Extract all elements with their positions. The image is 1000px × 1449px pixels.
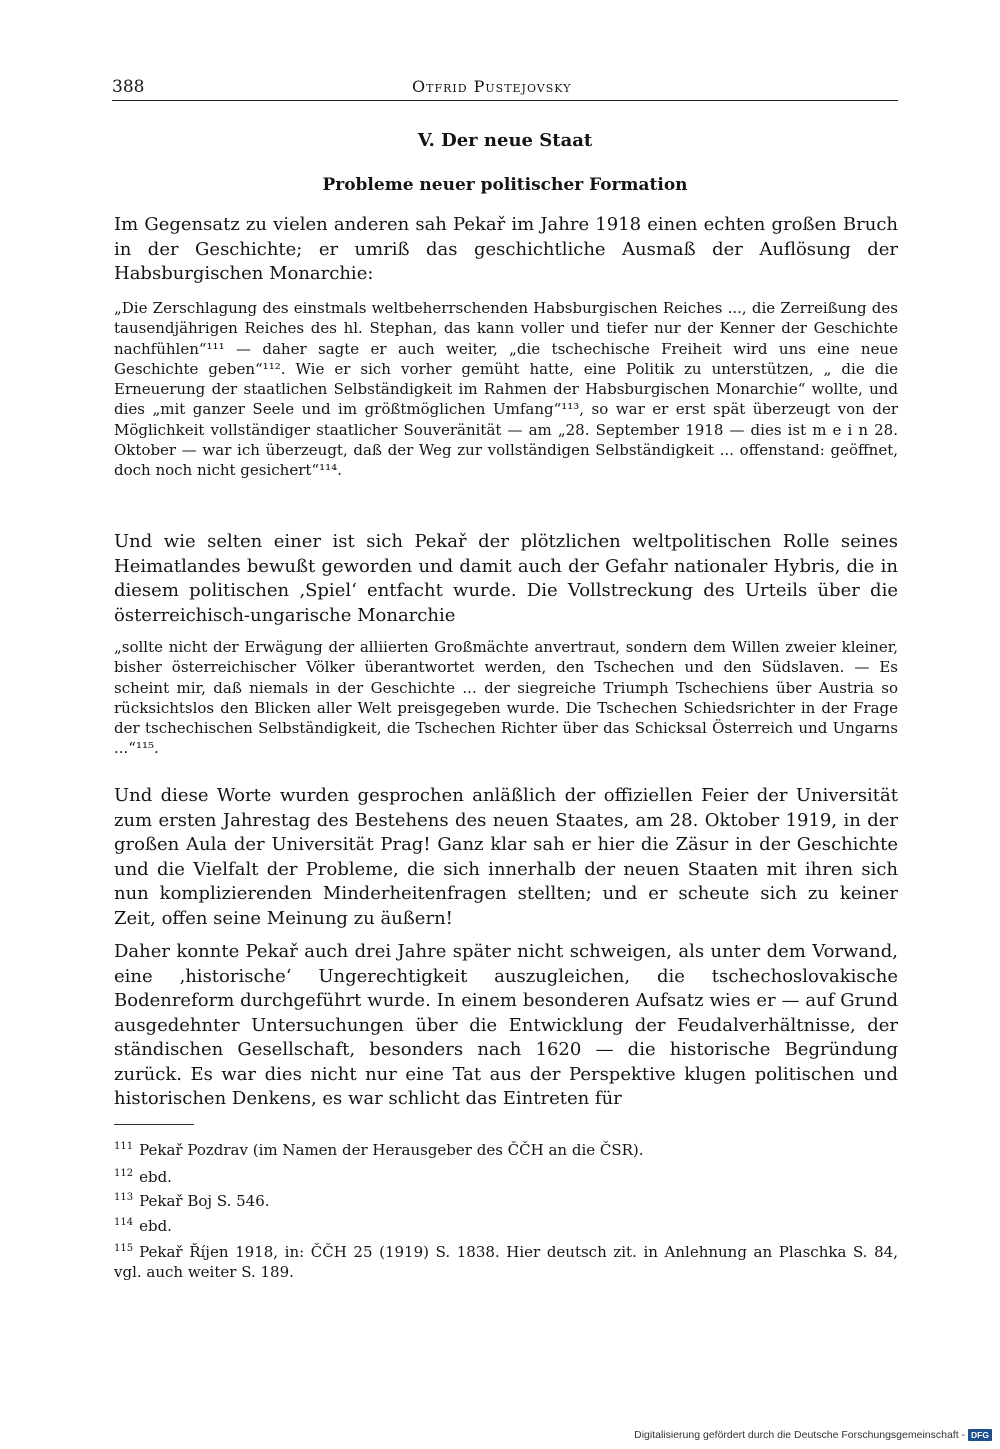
section-title: V. Der neue Staat <box>417 130 593 151</box>
block-quote-1: „Die Zerschlagung des einstmals weltbeherrschenden Habsburgischen Reiches ..., die Zerreißung des tausendjährigen Reiches des hl. Stephan, das kann voller und tiefer nur der Kenner der Geschichte nachfühlen“¹¹¹ — daher sagte er auch weiter, „die tschechische Freiheit wird uns eine neue Geschichte geben“¹¹². Wie er sich vorher gemüht hatte, eine Politik zu unterstützen, „ die die Erneuerung der staatlichen Selbständigkeit im Rahmen der Habsburgischen Monarchie“ wollte, und dies „mit ganzer Seele und im größtmöglichen Umfang“¹¹³, so war er erst spät überzeugt von der Möglichkeit vollständiger staatlicher Souveränität — am „28. September 1918 — dies ist m e i n 28. Oktober — war ich überzeugt, daß der Weg zur vollständigen Selbständigkeit ... offenstand: geöffnet, doch noch nicht gesichert“¹¹⁴. <box>114 299 898 480</box>
paragraph-2: Und wie selten einer ist sich Pekař der plötzlichen weltpolitischen Rolle seines Heimatlandes bewußt geworden und damit auch der Gefahr nationaler Hybris, die in diesem politischen ‚Spiel‘ entfacht wurde. Die Vollstreckung des Urteils über die österreichisch-ungarische Monarchie <box>114 531 898 626</box>
footnote-113 <box>114 1188 898 1211</box>
block-quote-2: „sollte nicht der Erwägung der alliierten Großmächte anvertraut, sondern dem Willen zweier kleiner, bisher österreichischer Völker überantwortet werden, den Tschechen und den Südslaven. — Es scheint mir, daß niemals in der Geschichte ... der siegreiche Triumph Tschechiens über Austria so rücksichtslos den Blicken aller Welt preisgegeben wurde. Die Tschechen Schiedsrichter in der Frage der tschechischen Selbständigkeit, die Tschechen Richter über das Schicksal Österreich und Ungarns ...“¹¹⁵. <box>114 638 898 758</box>
footnote-text: Pekař Pozdrav (im Namen der Herausgeber des ČČH an die ČSR). <box>139 1141 644 1159</box>
footnote-number: 112 <box>114 1168 134 1179</box>
page-number: 388 <box>112 77 145 97</box>
footnote-separator <box>114 1124 194 1125</box>
footnote-number: 111 <box>114 1141 134 1152</box>
footnote-111 <box>114 1137 898 1160</box>
footnote-number: 113 <box>114 1192 134 1203</box>
footnote-number: 114 <box>114 1217 134 1228</box>
paragraph-1: Im Gegensatz zu vielen anderen sah Pekař im Jahre 1918 einen echten großen Bruch in der Geschichte; er umriß das geschichtliche Ausmaß der Auflösung der Habsburgischen Monarchie: <box>114 214 898 284</box>
footnote-114 <box>114 1213 898 1236</box>
footnote-text: ebd. <box>139 1168 172 1186</box>
footnote-112 <box>114 1164 898 1187</box>
dfg-banner <box>634 1429 992 1441</box>
paragraph-4: Daher konnte Pekař auch drei Jahre später nicht schweigen, als unter dem Vorwand, eine ‚historische‘ Ungerechtigkeit auszugleichen, die tschechoslovakische Bodenreform durchgeführt wurde. In einem besonderen Aufsatz wies er — auf Grund ausgedehnter Untersuchungen über die Entwicklung der Feudalverhältnisse, der ständischen Gesellschaft, besonders nach 1620 — die historische Begründung zurück. Es war dies nicht nur eine Tat aus der Perspektive klugen politischen und historischen Denkens, es war schlicht das Eintreten für <box>114 941 898 1109</box>
dfg-logo: DFG <box>968 1429 992 1441</box>
footnote-text: ebd. <box>139 1217 172 1235</box>
footnote-number: 115 <box>114 1243 134 1254</box>
dfg-banner-text: Digitalisierung gefördert durch die Deutsche Forschungsgemeinschaft - <box>634 1429 966 1441</box>
footnote-115 <box>114 1239 898 1282</box>
page-header <box>112 74 898 101</box>
subsection-title: Probleme neuer politischer Formation <box>322 175 688 195</box>
running-head: Otfrid Pustejovsky <box>412 77 572 96</box>
footnote-text: Pekař Říjen 1918, in: ČČH 25 (1919) S. 1838. Hier deutsch zit. in Anlehnung an Plaschka S. 84, vgl. auch weiter S. 189. <box>114 1243 898 1281</box>
footnote-text: Pekař Boj S. 546. <box>139 1192 270 1210</box>
paragraph-3: Und diese Worte wurden gesprochen anläßlich der offiziellen Feier der Universität zum ersten Jahrestag des Bestehens des neuen Staates, am 28. Oktober 1919, in der großen Aula der Universität Prag! Ganz klar sah er hier die Zäsur in der Geschichte und die Vielfalt der Probleme, die sich innerhalb der neuen Staaten mit ihren sich nun komplizierenden Minderheitenfragen stellten; und er scheute sich zu keiner Zeit, offen seine Meinung zu äußern! <box>114 785 898 929</box>
